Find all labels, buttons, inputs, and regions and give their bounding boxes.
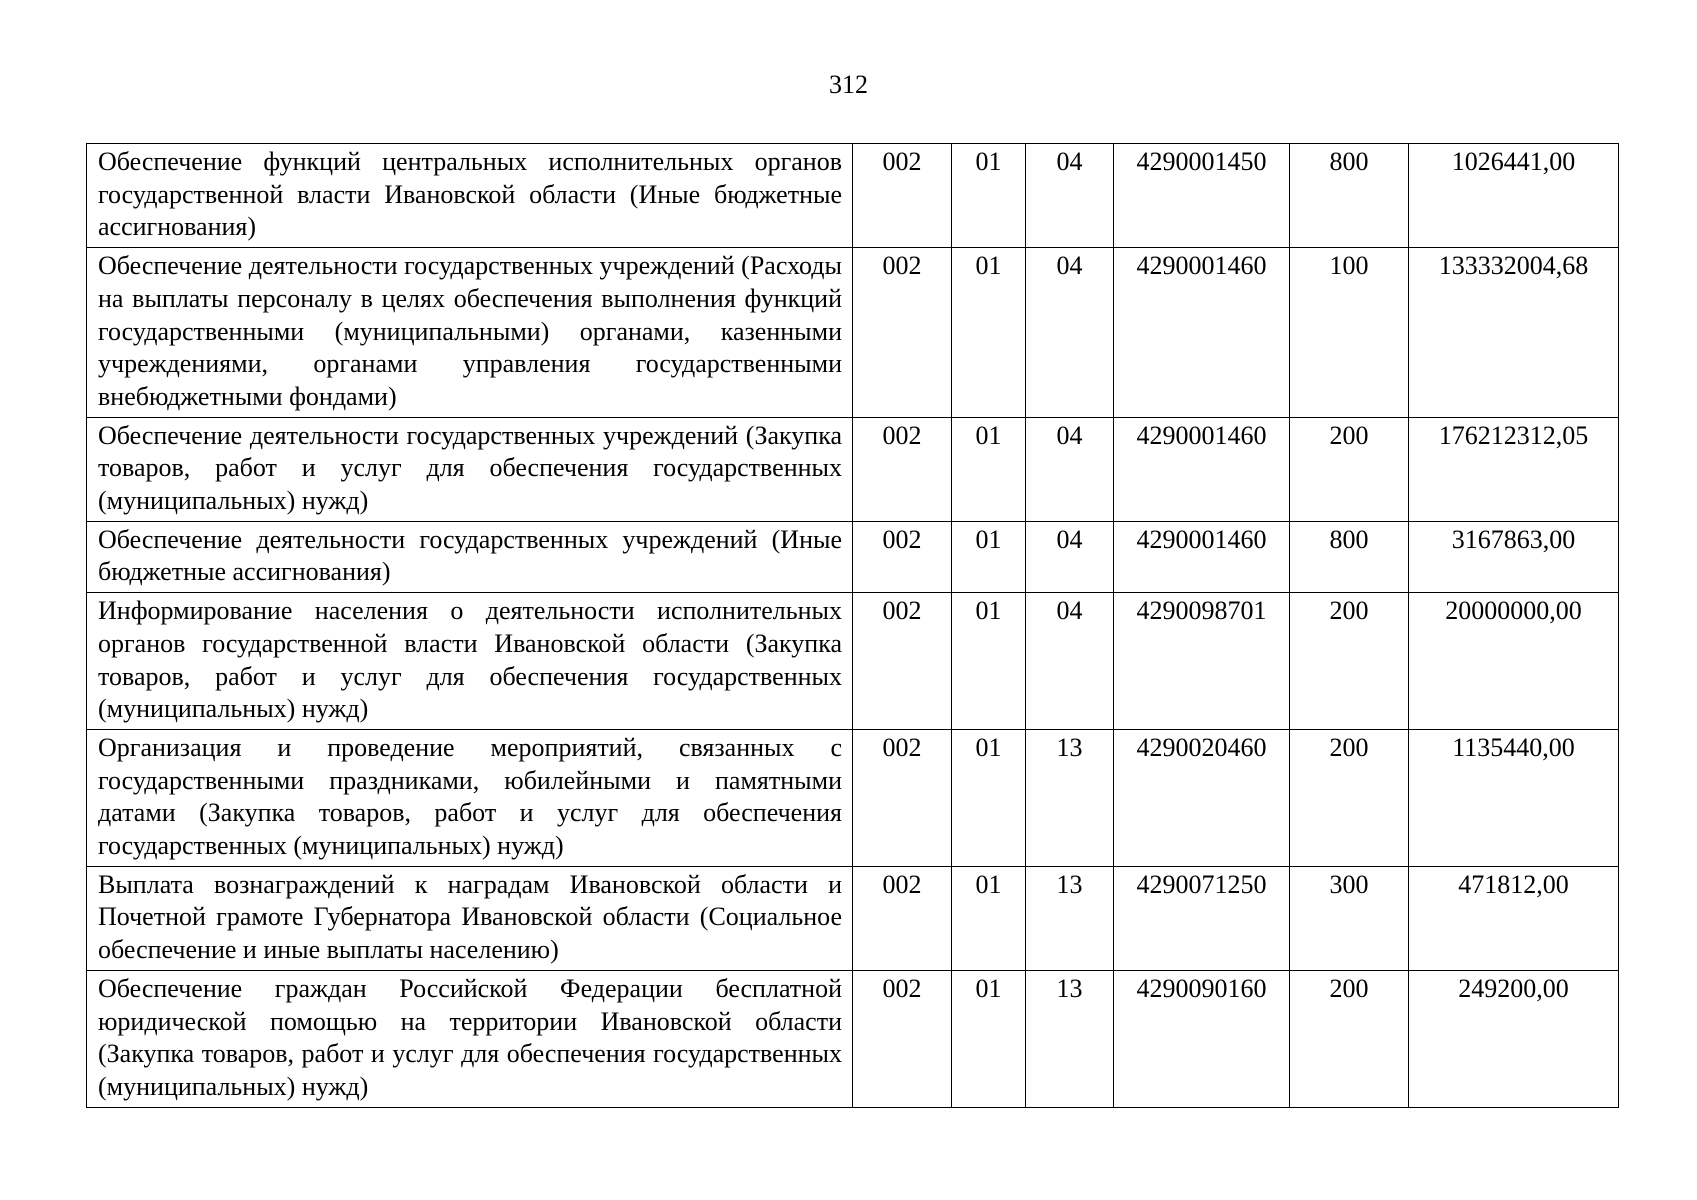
table-row	[87, 144, 1619, 248]
section-code: 01	[952, 729, 1026, 866]
table-body	[87, 144, 1619, 1108]
row-description: Обеспечение деятельности государственных учреждений (Закупка товаров, работ и услуг для обеспечения государственных (муниципальных) нужд)	[87, 417, 853, 521]
row-description: Обеспечение граждан Российской Федерации бесплатной юридической помощью на территории Ивановской области (Закупка товаров, работ и услуг для обеспечения государственных (муниципальных) нужд)	[87, 970, 853, 1107]
expense-type-code: 800	[1290, 144, 1409, 248]
expense-type-code: 300	[1290, 866, 1409, 970]
subsection-code: 04	[1026, 144, 1114, 248]
ministry-code: 002	[853, 248, 952, 418]
amount: 133332004,68	[1409, 248, 1619, 418]
amount: 1135440,00	[1409, 729, 1619, 866]
ministry-code: 002	[853, 729, 952, 866]
ministry-code: 002	[853, 866, 952, 970]
amount: 3167863,00	[1409, 521, 1619, 592]
table-row	[87, 248, 1619, 418]
subsection-code: 13	[1026, 866, 1114, 970]
budget-table	[86, 143, 1619, 1108]
target-code: 4290090160	[1114, 970, 1290, 1107]
ministry-code: 002	[853, 144, 952, 248]
amount: 471812,00	[1409, 866, 1619, 970]
target-code: 4290071250	[1114, 866, 1290, 970]
ministry-code: 002	[853, 417, 952, 521]
section-code: 01	[952, 593, 1026, 730]
table-row	[87, 521, 1619, 592]
ministry-code: 002	[853, 970, 952, 1107]
page-number: 312	[829, 70, 868, 99]
row-description: Обеспечение деятельности государственных учреждений (Иные бюджетные ассигнования)	[87, 521, 853, 592]
section-code: 01	[952, 248, 1026, 418]
target-code: 4290098701	[1114, 593, 1290, 730]
section-code: 01	[952, 521, 1026, 592]
subsection-code: 04	[1026, 593, 1114, 730]
amount: 20000000,00	[1409, 593, 1619, 730]
section-code: 01	[952, 417, 1026, 521]
target-code: 4290020460	[1114, 729, 1290, 866]
table-row	[87, 593, 1619, 730]
target-code: 4290001460	[1114, 248, 1290, 418]
subsection-code: 13	[1026, 729, 1114, 866]
target-code: 4290001460	[1114, 417, 1290, 521]
table-row	[87, 729, 1619, 866]
expense-type-code: 200	[1290, 417, 1409, 521]
row-description: Выплата вознаграждений к наградам Ивановской области и Почетной грамоте Губернатора Ивановской области (Социальное обеспечение и иные выплаты населению)	[87, 866, 853, 970]
target-code: 4290001450	[1114, 144, 1290, 248]
table-row	[87, 417, 1619, 521]
subsection-code: 04	[1026, 417, 1114, 521]
expense-type-code: 200	[1290, 970, 1409, 1107]
amount: 249200,00	[1409, 970, 1619, 1107]
expense-type-code: 200	[1290, 729, 1409, 866]
ministry-code: 002	[853, 521, 952, 592]
section-code: 01	[952, 866, 1026, 970]
ministry-code: 002	[853, 593, 952, 730]
row-description: Обеспечение деятельности государственных учреждений (Расходы на выплаты персоналу в целях обеспечения выполнения функций государственными (муниципальными) органами, казенными учреждениями, органами управления государственными внебюджетными фондами)	[87, 248, 853, 418]
subsection-code: 04	[1026, 521, 1114, 592]
amount: 1026441,00	[1409, 144, 1619, 248]
expense-type-code: 100	[1290, 248, 1409, 418]
expense-type-code: 800	[1290, 521, 1409, 592]
amount: 176212312,05	[1409, 417, 1619, 521]
table-row	[87, 970, 1619, 1107]
subsection-code: 13	[1026, 970, 1114, 1107]
expense-type-code: 200	[1290, 593, 1409, 730]
row-description: Информирование населения о деятельности исполнительных органов государственной власти Ивановской области (Закупка товаров, работ и услуг для обеспечения государственных (муниципальных) нужд)	[87, 593, 853, 730]
section-code: 01	[952, 144, 1026, 248]
table-row	[87, 866, 1619, 970]
row-description: Организация и проведение мероприятий, связанных с государственными праздниками, юбилейными и памятными датами (Закупка товаров, работ и услуг для обеспечения государственных (муниципальных) нужд)	[87, 729, 853, 866]
row-description: Обеспечение функций центральных исполнительных органов государственной власти Ивановской области (Иные бюджетные ассигнования)	[87, 144, 853, 248]
subsection-code: 04	[1026, 248, 1114, 418]
target-code: 4290001460	[1114, 521, 1290, 592]
section-code: 01	[952, 970, 1026, 1107]
